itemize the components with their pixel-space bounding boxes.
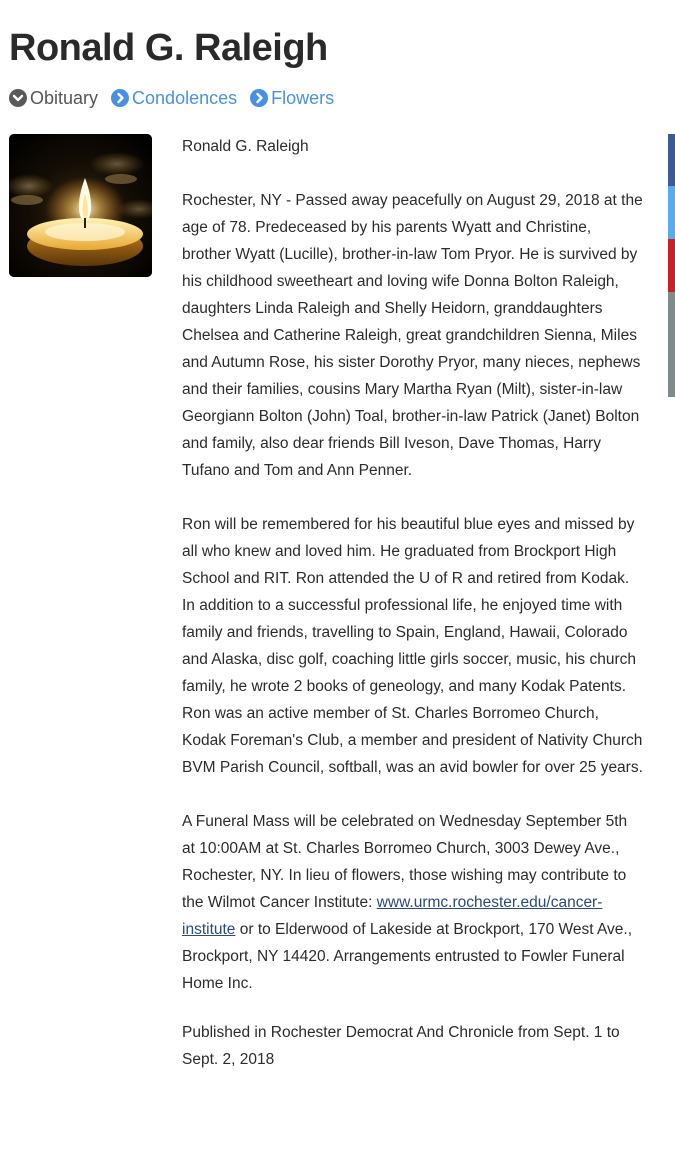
pinterest-share-button[interactable] — [668, 239, 675, 292]
chevron-down-icon — [9, 89, 27, 107]
twitter-share-button[interactable] — [668, 186, 675, 239]
candle-photo — [9, 134, 152, 277]
facebook-share-button[interactable] — [668, 134, 675, 186]
tab-condolences-label: Condolences — [132, 87, 238, 108]
cancer-institute-link[interactable]: www.urmc.rochester.edu/cancer-institute — [182, 894, 603, 938]
obituary-tabs — [9, 85, 347, 111]
tab-flowers-label: Flowers — [271, 87, 335, 108]
email-share-button[interactable] — [668, 292, 675, 397]
candle-icon — [9, 134, 152, 277]
chevron-right-icon — [111, 89, 129, 107]
funeral-text-continued: or to Elderwood of Lakeside at Brockport, 170 West Ave., Brockport, NY 14420. Arrangements entrusted to Fowler Funeral Home Inc. — [182, 921, 633, 992]
obituary-paragraph: Rochester, NY - Passed away peacefully on August 29, 2018 at the age of 78. Predeceased by his parents Wyatt and Christine, brother Wyatt (Lucille), brother-in-law Tom Pryor. He is survived by his childhood sweetheart and loving wife Donna Bolton Raleigh, daughters Linda Raleigh and Shelly Heidorn, granddaughters Chelsea and Catherine Raleigh, great grandchildren Sienna, Miles and Autumn Rose, his sister Dorothy Pryor, many nieces, nephews and their families, cousins Mary Martha Ryan (Milt), sister-in-law Georgiann Bolton (John) Toal, brother-in-law Patrick (Janet) Bolton and family, also dear friends Bill Iveson, Dave Thomas, Harry Tufano and Tom and Ann Penner. — [182, 192, 643, 479]
obituary-text — [182, 133, 644, 1073]
obituary-name-line: Ronald G. Raleigh — [182, 138, 309, 155]
tab-condolences[interactable] — [111, 88, 237, 109]
published-notice: Published in Rochester Democrat And Chronicle from Sept. 1 to Sept. 2, 2018 — [182, 1024, 620, 1068]
funeral-text: A Funeral Mass will be celebrated on Wednesday September 5th at 10:00AM at St. Charles Borromeo Church, 3003 Dewey Ave., Rochester, NY. In lieu of flowers, those wishing may contribute to the Wilmot Cancer Institute: — [182, 813, 628, 911]
chevron-right-icon — [250, 89, 268, 107]
tab-flowers[interactable] — [250, 88, 334, 109]
share-bar — [668, 134, 675, 397]
tab-obituary[interactable] — [9, 88, 98, 109]
tab-obituary-label: Obituary — [30, 87, 99, 108]
obituary-paragraph — [182, 808, 644, 997]
page-title: Ronald G. Raleigh — [9, 27, 328, 69]
obituary-paragraph: Ron will be remembered for his beautiful blue eyes and missed by all who knew and loved him. He graduated from Brockport High School and RIT. Ron attended the U of R and retired from Kodak. In addition to a successful professional life, he enjoyed time with family and friends, travelling to Spain, England, Hawaii, Colorado and Alaska, disc golf, coaching little girls soccer, music, his church family, he wrote 2 books of geneology, and many Kodak Patents. Ron was an active member of St. Charles Borromeo Church, Kodak Foreman's Club, a member and president of Nativity Church BVM Parish Council, softball, was an avid bowler for over 25 years. — [182, 516, 643, 776]
